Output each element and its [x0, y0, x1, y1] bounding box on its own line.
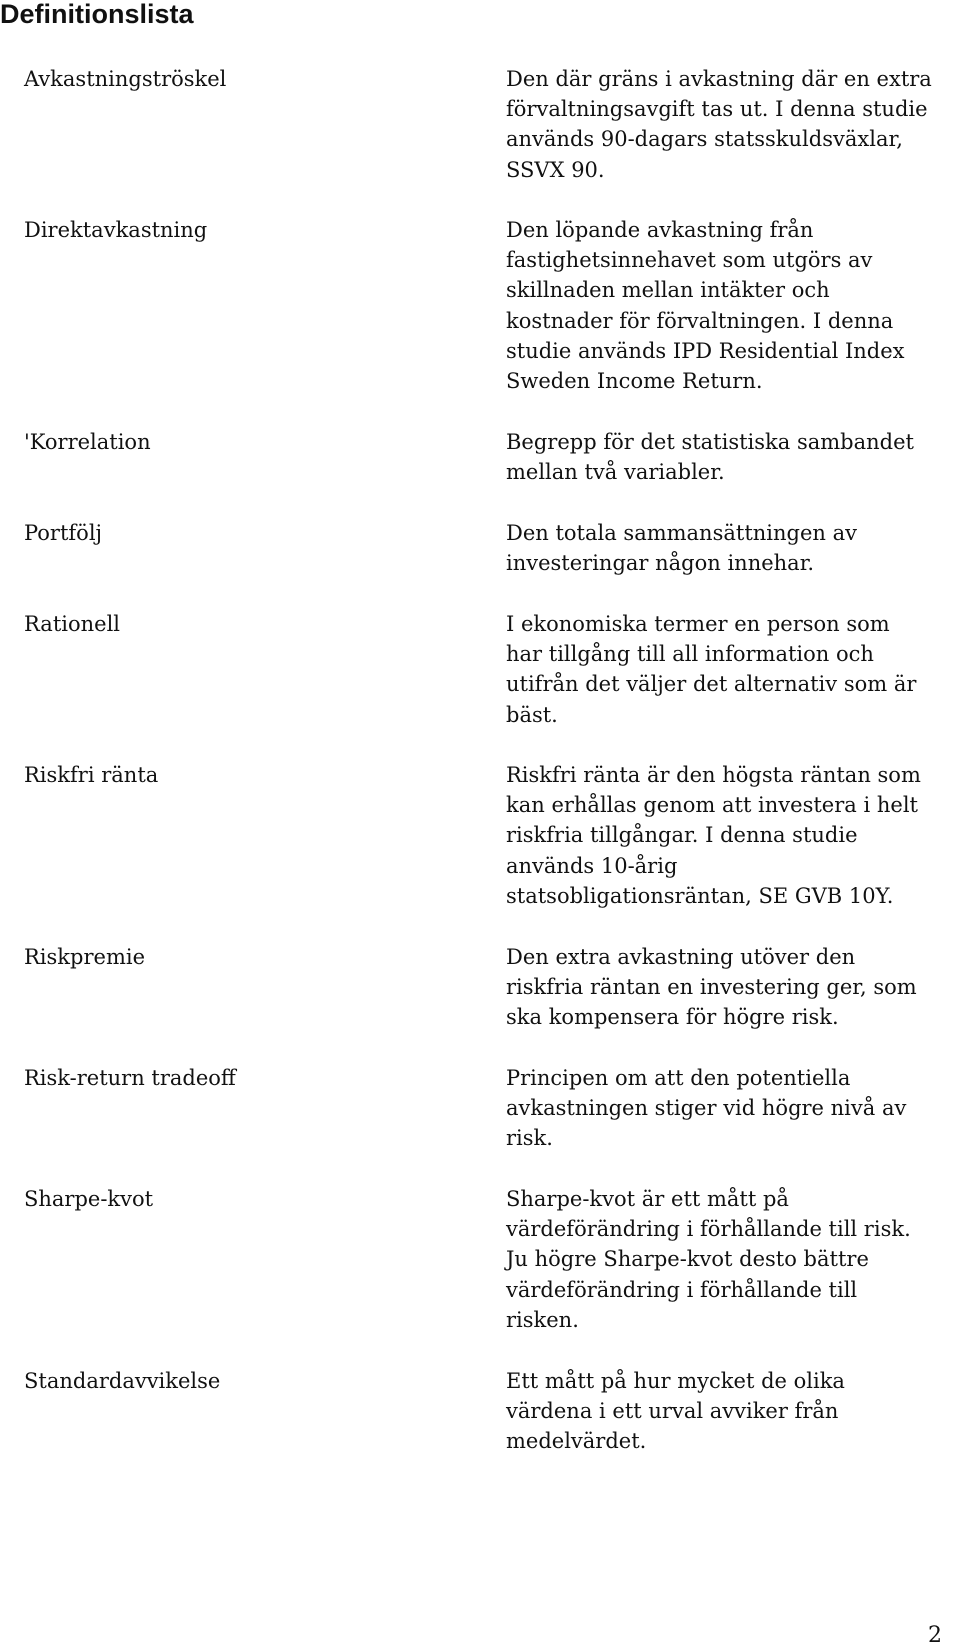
term: Rationell [24, 612, 120, 636]
page-number: 2 [928, 1623, 942, 1648]
definition-line: förvaltningsavgift tas ut. I denna studie [506, 97, 928, 122]
definition-line: I ekonomiska termer en person som [506, 612, 890, 636]
definition-line: ska kompensera för högre risk. [506, 1005, 839, 1030]
definition-line: medelvärdet. [506, 1429, 647, 1454]
definition-line: Den där gräns i avkastning där en extra [506, 67, 932, 91]
definition-line: Riskfri ränta är den högsta räntan som [506, 763, 921, 787]
definition-line: Den totala sammansättningen av [506, 521, 857, 545]
definition [506, 215, 950, 396]
term: Sharpe-kvot [24, 1187, 154, 1211]
term: Risk-return tradeoff [24, 1066, 236, 1090]
definition-line: Begrepp för det statistiska sambandet [506, 430, 914, 454]
definition [506, 1063, 950, 1154]
term: Portfölj [24, 521, 103, 545]
definition-line: Sweden Income Return. [506, 368, 763, 393]
definition-line: utifrån det väljer det alternativ som är [506, 672, 917, 697]
definition [506, 1366, 950, 1457]
definition [506, 518, 950, 578]
definition-line: Principen om att den potentiella [506, 1066, 851, 1090]
definition-line: Den löpande avkastning från [506, 218, 814, 242]
definition-line: kan erhållas genom att investera i helt [506, 793, 918, 818]
definition-line: används 10-årig [506, 853, 678, 878]
definition-line: mellan två variabler. [506, 460, 725, 485]
definition-line: Sharpe-kvot är ett mått på [506, 1187, 789, 1211]
definition-line: riskfria tillgångar. I denna studie [506, 823, 858, 848]
term: Riskpremie [24, 945, 145, 969]
term: Direktavkastning [24, 218, 208, 242]
term: 'Korrelation [24, 430, 151, 454]
definition-line: Ett mått på hur mycket de olika [506, 1369, 845, 1393]
term: Riskfri ränta [24, 763, 159, 787]
definition [506, 942, 950, 1033]
term: Avkastningströskel [24, 67, 227, 91]
definition-line: investeringar någon innehar. [506, 551, 815, 576]
definition-line: skillnaden mellan intäkter och [506, 278, 830, 303]
term: Standardavvikelse [24, 1369, 221, 1393]
definition-line: bäst. [506, 702, 558, 727]
definition-line: värdeförändring i förhållande till risk. [506, 1217, 911, 1242]
definition-line: risken. [506, 1307, 579, 1332]
definition [506, 609, 950, 730]
definition-line: används 90-dagars statsskuldsväxlar, [506, 127, 903, 152]
definition-line: Den extra avkastning utöver den [506, 945, 856, 969]
definition-line: SSVX 90. [506, 157, 605, 182]
definition-line: kostnader för förvaltningen. I denna [506, 308, 894, 333]
definition-line: avkastningen stiger vid högre nivå av [506, 1096, 907, 1121]
definition-line: har tillgång till all information och [506, 642, 874, 667]
definition-line: värdeförändring i förhållande till [506, 1277, 858, 1302]
definition-line: statsobligationsräntan, SE GVB 10Y. [506, 883, 894, 908]
definition-line: värdena i ett urval avviker från [506, 1399, 839, 1424]
definition [506, 1184, 950, 1335]
definition [506, 427, 950, 487]
definition [506, 760, 950, 911]
definition [506, 64, 950, 185]
definition-line: fastighetsinnehavet som utgörs av [506, 248, 873, 273]
definition-line: riskfria räntan en investering ger, som [506, 975, 917, 1000]
definition-line: studie används IPD Residential Index [506, 338, 905, 363]
definition-line: risk. [506, 1126, 553, 1151]
definition-line: Ju högre Sharpe-kvot desto bättre [506, 1247, 869, 1272]
page-title: Definitionslista [0, 0, 194, 29]
